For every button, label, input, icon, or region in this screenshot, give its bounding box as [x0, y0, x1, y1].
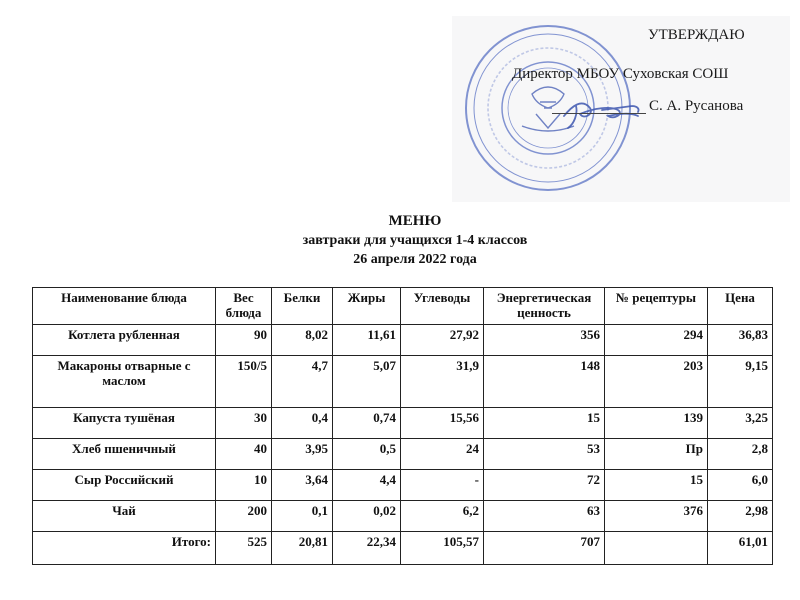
cell-price: 6,0 [708, 470, 773, 501]
cell-weight: 90 [216, 325, 272, 356]
document-heading [0, 212, 800, 269]
header-weight: Вес блюда [216, 288, 272, 325]
cell-name: Хлеб пшеничный [33, 439, 216, 470]
cell-price: 36,83 [708, 325, 773, 356]
header-recipe: № рецептуры [605, 288, 708, 325]
cell-carbs: 15,56 [401, 408, 484, 439]
cell-fat: 5,07 [333, 356, 401, 408]
cell-fat: 0,5 [333, 439, 401, 470]
header-price: Цена [708, 288, 773, 325]
cell-weight: 150/5 [216, 356, 272, 408]
header-fat: Жиры [333, 288, 401, 325]
total-fat: 22,34 [333, 532, 401, 565]
total-weight: 525 [216, 532, 272, 565]
cell-price: 2,98 [708, 501, 773, 532]
table-row [33, 356, 773, 408]
table-header-row [33, 288, 773, 325]
cell-name: Чай [33, 501, 216, 532]
cell-recipe: 376 [605, 501, 708, 532]
approval-signer: С. А. Русанова [649, 98, 744, 114]
cell-energy: 53 [484, 439, 605, 470]
cell-energy: 72 [484, 470, 605, 501]
document-title: МЕНЮ [388, 213, 442, 229]
cell-carbs: 31,9 [401, 356, 484, 408]
table-row [33, 470, 773, 501]
cell-energy: 356 [484, 325, 605, 356]
cell-fat: 0,02 [333, 501, 401, 532]
table-row [33, 408, 773, 439]
total-recipe [605, 532, 708, 565]
cell-carbs: 24 [401, 439, 484, 470]
header-carbs: Углеводы [401, 288, 484, 325]
menu-table [32, 287, 773, 565]
cell-price: 2,8 [708, 439, 773, 470]
cell-protein: 3,64 [272, 470, 333, 501]
header-name: Наименование блюда [33, 288, 216, 325]
cell-fat: 4,4 [333, 470, 401, 501]
header-protein: Белки [272, 288, 333, 325]
cell-protein: 0,4 [272, 408, 333, 439]
total-carbs: 105,57 [401, 532, 484, 565]
cell-name: Сыр Российский [33, 470, 216, 501]
cell-price: 3,25 [708, 408, 773, 439]
cell-fat: 0,74 [333, 408, 401, 439]
approval-title: УТВЕРЖДАЮ [648, 27, 745, 43]
cell-protein: 8,02 [272, 325, 333, 356]
cell-energy: 148 [484, 356, 605, 408]
table-row [33, 439, 773, 470]
cell-name: Котлета рубленная [33, 325, 216, 356]
cell-protein: 4,7 [272, 356, 333, 408]
table-row [33, 325, 773, 356]
total-protein: 20,81 [272, 532, 333, 565]
cell-price: 9,15 [708, 356, 773, 408]
cell-recipe: Пр [605, 439, 708, 470]
total-energy: 707 [484, 532, 605, 565]
cell-name: Капуста тушёная [33, 408, 216, 439]
total-price: 61,01 [708, 532, 773, 565]
cell-recipe: 294 [605, 325, 708, 356]
cell-fat: 11,61 [333, 325, 401, 356]
document-subtitle: завтраки для учащихся 1-4 классов [302, 233, 528, 248]
cell-recipe: 139 [605, 408, 708, 439]
table-total-row [33, 532, 773, 565]
table-row [33, 501, 773, 532]
document-date: 26 апреля 2022 года [353, 252, 477, 267]
cell-weight: 10 [216, 470, 272, 501]
approval-block [452, 16, 790, 202]
cell-recipe: 15 [605, 470, 708, 501]
signature-line [552, 113, 646, 114]
approval-position: Директор МБОУ Суховская СОШ [512, 66, 729, 82]
cell-weight: 40 [216, 439, 272, 470]
total-label: Итого: [33, 532, 216, 565]
cell-carbs: 27,92 [401, 325, 484, 356]
cell-carbs: 6,2 [401, 501, 484, 532]
cell-carbs: - [401, 470, 484, 501]
cell-protein: 0,1 [272, 501, 333, 532]
cell-name: Макароны отварные с маслом [33, 356, 216, 408]
cell-energy: 15 [484, 408, 605, 439]
cell-weight: 30 [216, 408, 272, 439]
cell-energy: 63 [484, 501, 605, 532]
cell-recipe: 203 [605, 356, 708, 408]
cell-weight: 200 [216, 501, 272, 532]
header-energy: Энергетическая ценность [484, 288, 605, 325]
cell-protein: 3,95 [272, 439, 333, 470]
